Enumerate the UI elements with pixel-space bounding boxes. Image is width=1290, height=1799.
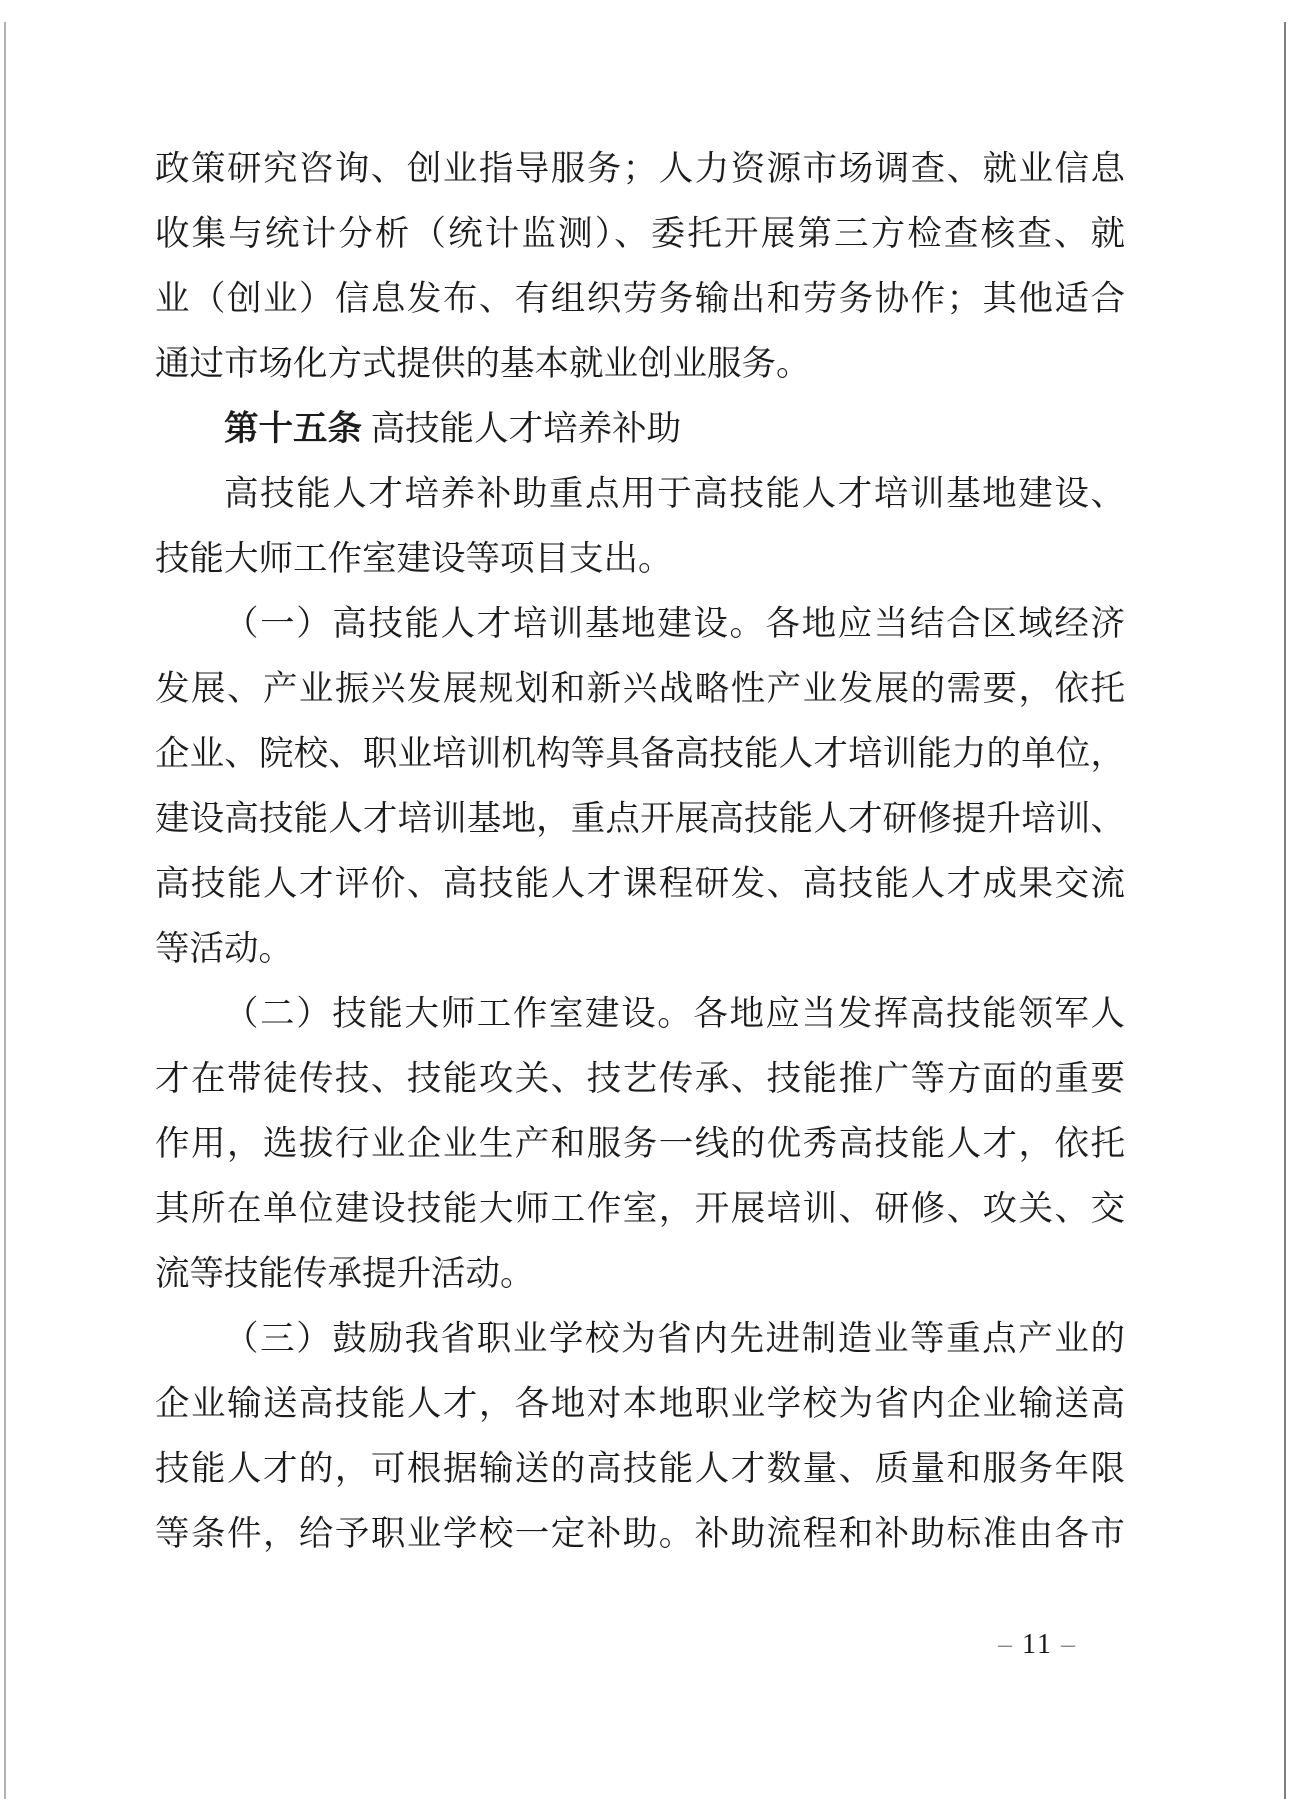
text-line: 高技能人才培养补助重点用于高技能人才培训基地建设、	[224, 475, 1125, 513]
text-line: 其所在单位建设技能大师工作室，开展培训、研修、攻关、交	[155, 1190, 1125, 1228]
text-line: （三）鼓励我省职业学校为省内先进制造业等重点产业的	[224, 1320, 1125, 1358]
text-line: 企业输送高技能人才，各地对本地职业学校为省内企业输送高	[155, 1385, 1125, 1423]
text-line: 技能人才的，可根据输送的高技能人才数量、质量和服务年限	[155, 1450, 1125, 1488]
text-line: 作用，选拔行业企业生产和服务一线的优秀高技能人才，依托	[155, 1125, 1125, 1163]
text-line: （一）高技能人才培训基地建设。各地应当结合区域经济	[224, 605, 1125, 643]
text-line: 等活动。	[155, 930, 293, 968]
text-line: 通过市场化方式提供的基本就业创业服务。	[155, 345, 811, 383]
text-line: 等条件，给予职业学校一定补助。补助流程和补助标准由各市	[155, 1515, 1125, 1553]
text-line: 技能大师工作室建设等项目支出。	[155, 540, 673, 578]
text-line: （二）技能大师工作室建设。各地应当发挥高技能领军人	[224, 995, 1125, 1033]
page-number	[990, 1630, 1085, 1660]
text-line: 收集与统计分析（统计监测）、委托开展第三方检查核查、就	[155, 215, 1125, 253]
text-line: 流等技能传承提升活动。	[155, 1255, 535, 1293]
text-line: 高技能人才评价、高技能人才课程研发、高技能人才成果交流	[155, 865, 1125, 903]
page-number-dash-right: –	[1060, 1629, 1077, 1660]
page-number-dash-left: –	[998, 1629, 1014, 1660]
document-body-text	[155, 137, 1125, 1567]
scan-edge-right-line	[1284, 22, 1286, 1799]
scan-edge-left-line	[4, 22, 6, 1799]
article-heading-line: 第十五条 高技能人才培养补助	[224, 410, 682, 448]
text-line: 政策研究咨询、创业指导服务；人力资源市场调查、就业信息	[155, 150, 1125, 188]
page-number-value: 11	[1022, 1629, 1053, 1660]
text-line: 业（创业）信息发布、有组织劳务输出和劳务协作；其他适合	[155, 280, 1125, 318]
article-number: 第十五条	[224, 410, 362, 448]
text-line: 才在带徒传技、技能攻关、技艺传承、技能推广等方面的重要	[155, 1060, 1125, 1098]
text-line: 建设高技能人才培训基地，重点开展高技能人才研修提升培训、	[155, 800, 1125, 838]
text-line: 发展、产业振兴发展规划和新兴战略性产业发展的需要，依托	[155, 670, 1125, 708]
text-line: 企业、院校、职业培训机构等具备高技能人才培训能力的单位，	[155, 735, 1125, 773]
